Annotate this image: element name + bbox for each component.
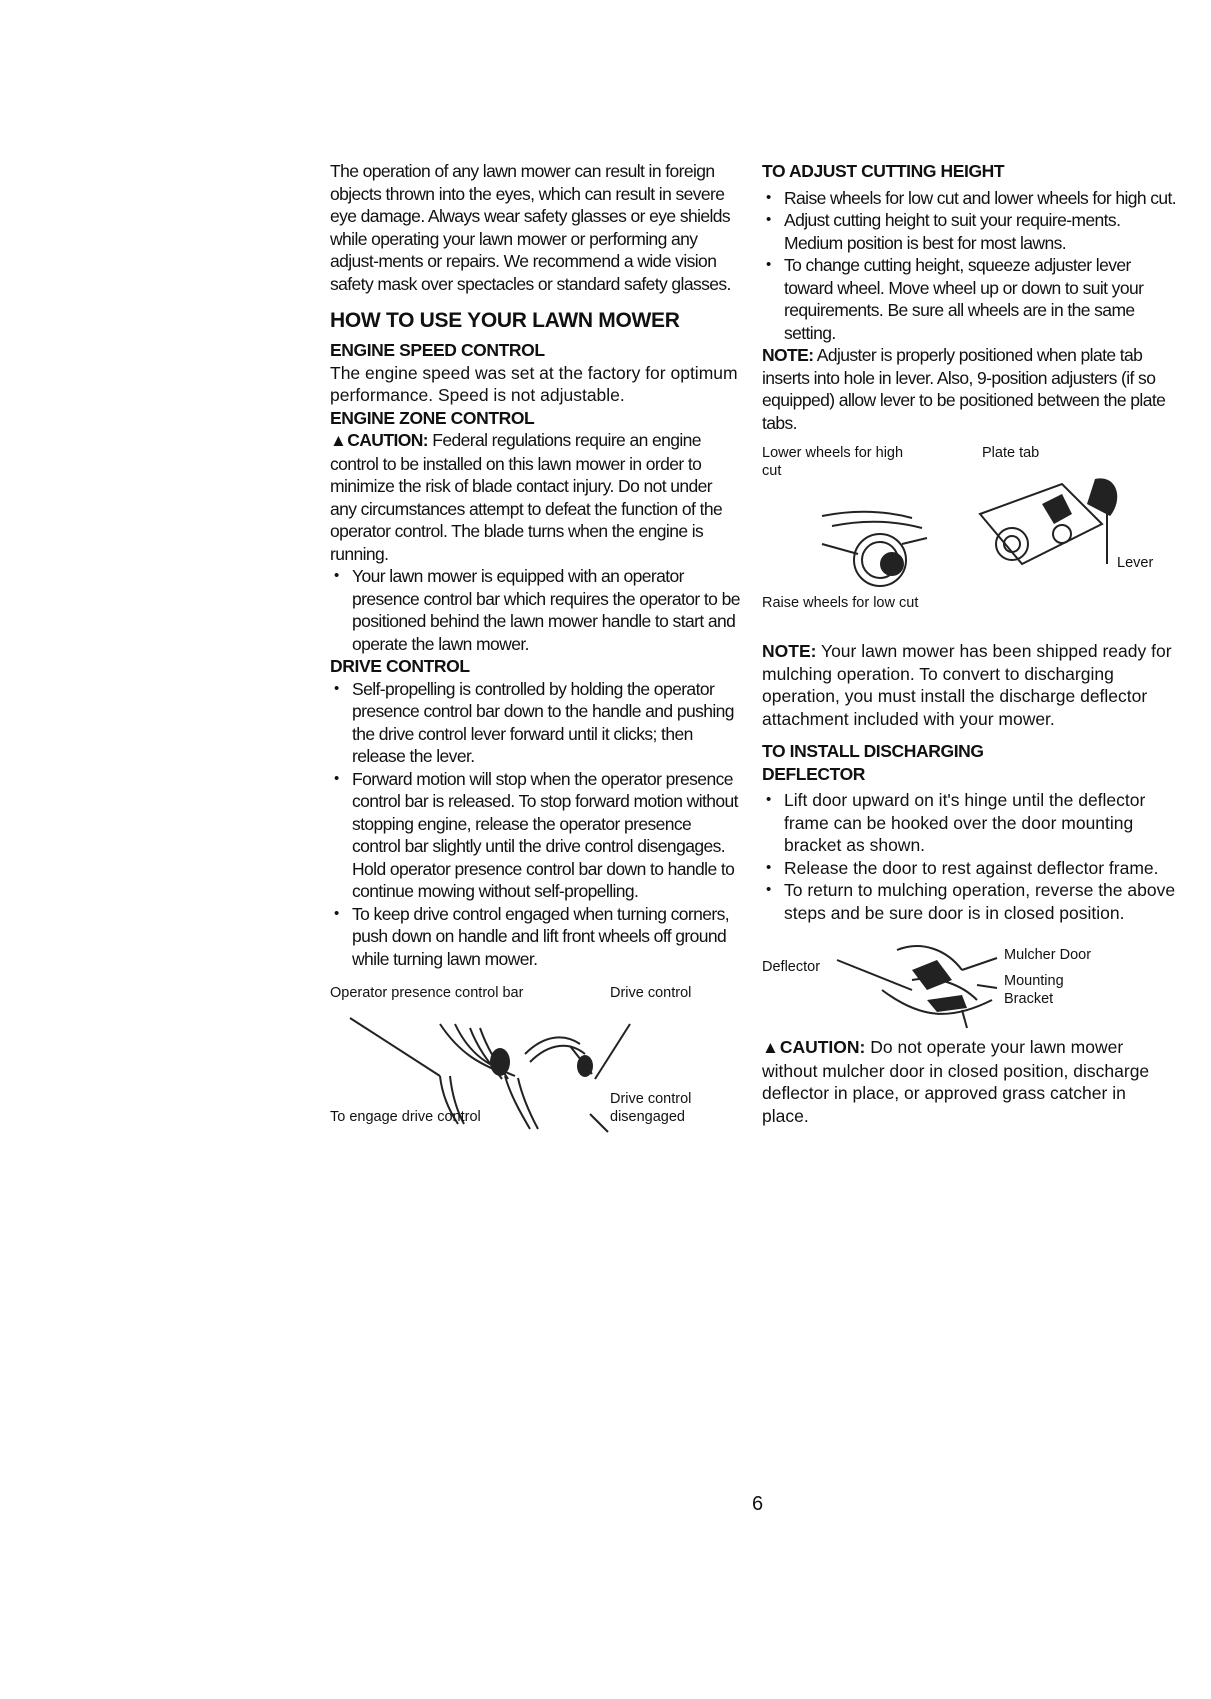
- deflector-illustration: [762, 940, 1177, 1030]
- engine-zone-title: ENGINE ZONE CONTROL: [330, 407, 535, 428]
- left-column: [330, 160, 740, 1144]
- discharging-title: TO INSTALL DISCHARGING DEFLECTOR: [762, 741, 984, 784]
- drive-control-label: Drive control: [610, 985, 692, 1001]
- list-item: • To change cutting height, squeeze adjuster lever toward wheel. Move wheel up or down to suit your requirements. Be sure all wheels are in the same setting.: [762, 254, 1177, 344]
- plate-tab-label: Plate tab: [982, 445, 1040, 461]
- lever-label: Lever: [1117, 555, 1154, 571]
- mulching-note: NOTE: Your lawn mower has been shipped ready for mulching operation. To convert to discharging operation, you must install the discharge deflector attachment included with your mower.: [762, 641, 1172, 729]
- drive-control-list: [330, 678, 740, 971]
- list-item: • Release the door to rest against deflector frame.: [762, 857, 1177, 880]
- drive-disengaged-label: Drive control disengaged: [610, 1091, 692, 1125]
- engage-drive-label: To engage drive control: [330, 1109, 481, 1125]
- right-column: [762, 160, 1177, 1127]
- deflector-figure: [762, 940, 1177, 1030]
- mulcher-door-label: Mulcher Door: [1004, 947, 1092, 963]
- mounting-bracket-label: Mounting Bracket: [1004, 973, 1064, 1007]
- discharging-list: [762, 789, 1177, 924]
- engine-speed-title: ENGINE SPEED CONTROL: [330, 340, 545, 360]
- section-title: HOW TO USE YOUR LAWN MOWER: [330, 309, 680, 332]
- operator-bar-label: Operator presence control bar: [330, 985, 524, 1001]
- lower-wheels-label: Lower wheels for high cut: [762, 445, 904, 479]
- cutting-height-title: TO ADJUST CUTTING HEIGHT: [762, 161, 1005, 181]
- drive-control-title: DRIVE CONTROL: [330, 656, 470, 676]
- deflector-label: Deflector: [762, 959, 821, 975]
- wheel-adjust-figure: [762, 444, 1177, 640]
- safety-intro: The operation of any lawn mower can result in foreign objects thrown into the eyes, which can result in severe eye damage. Always wear safety glasses or eye shields while operating your lawn mower or performing any adjust-ments or repairs. We recommend a wide vision safety mask over spectacles or standard safety glasses.: [330, 161, 731, 294]
- raise-wheels-label: Raise wheels for low cut: [762, 595, 919, 611]
- engine-speed-text: The engine speed was set at the factory for optimum performance. Speed is not adjustable.: [330, 362, 738, 405]
- drive-control-figure: [330, 984, 740, 1144]
- page-number: 6: [752, 1493, 764, 1515]
- list-item: • Forward motion will stop when the operator presence control bar is released. To stop forward motion without stopping engine, release the operator presence control bar slightly until the drive control disengages. Hold operator presence control bar down to handle to continue mowing without self-propelling.: [330, 768, 740, 903]
- list-item: • Lift door upward on it's hinge until the deflector frame can be hooked over the door mounting bracket as shown.: [762, 789, 1177, 857]
- adjuster-note: NOTE: Adjuster is properly positioned when plate tab inserts into hole in lever. Also, 9-position adjusters (if so equipped) allow lever to be positioned between the plate tabs.: [762, 345, 1166, 433]
- warning-triangle-icon: ▲: [330, 431, 347, 450]
- warning-triangle-icon: ▲: [762, 1038, 779, 1057]
- engine-zone-list: [330, 565, 740, 655]
- list-item: • Adjust cutting height to suit your require-ments. Medium position is best for most lawns.: [762, 209, 1177, 254]
- list-item: • Raise wheels for low cut and lower wheels for high cut.: [762, 187, 1177, 210]
- cutting-height-list: [762, 187, 1177, 345]
- list-item: • Your lawn mower is equipped with an operator presence control bar which requires the operator to be positioned behind the lawn mower handle to start and operate the lawn mower.: [330, 565, 740, 655]
- list-item: • To keep drive control engaged when turning corners, push down on handle and lift front wheels off ground while turning lawn mower.: [330, 903, 740, 971]
- engine-zone-caution: ▲CAUTION: Federal regulations require an engine control to be installed on this lawn mower in order to minimize the risk of blade contact injury. Do not under any circumstances attempt to defeat the function of the operator control. The blade turns when the engine is running.: [330, 430, 723, 564]
- mulcher-caution: ▲CAUTION: Do not operate your lawn mower without mulcher door in closed position, discharge deflector in place, or approved grass catcher in place.: [762, 1037, 1150, 1126]
- list-item: • To return to mulching operation, reverse the above steps and be sure door is in closed position.: [762, 879, 1177, 924]
- list-item: • Self-propelling is controlled by holding the operator presence control bar down to the handle and pushing the drive control lever forward until it clicks; then release the lever.: [330, 678, 740, 768]
